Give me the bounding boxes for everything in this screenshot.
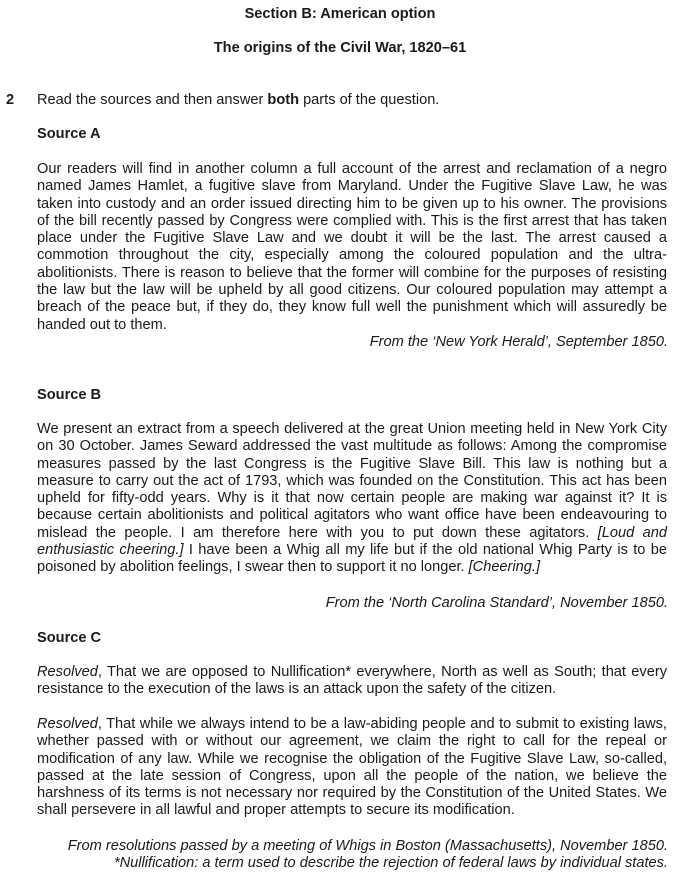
source-b-attribution: From the ‘North Carolina Standard’, November 1850. bbox=[325, 595, 668, 611]
question-intro bbox=[37, 92, 439, 109]
source-c-attribution: From resolutions passed by a meeting of Whigs in Boston (Massachusetts), November 1850. bbox=[67, 838, 668, 854]
question-number: 2 bbox=[6, 92, 15, 108]
source-c-resolved-1: Resolved bbox=[37, 664, 98, 680]
source-a-heading: Source A bbox=[37, 126, 101, 142]
source-c-footnote: *Nullification: a term used to describe the rejection of federal laws by individual states. bbox=[113, 855, 668, 872]
source-c-attribution-block bbox=[68, 838, 668, 873]
source-c-heading: Source C bbox=[37, 630, 102, 646]
source-b-text-2: I have been a Whig all my life but if the old national Whig Party is to be poisoned by abolition feelings, I swear then to support it no longer. bbox=[37, 542, 667, 576]
source-c-resolution-1 bbox=[37, 664, 667, 699]
source-a-attribution: From the ‘New York Herald’, September 1850. bbox=[369, 334, 668, 350]
source-b-heading: Source B bbox=[37, 387, 102, 403]
source-c-resolved-2: Resolved bbox=[37, 716, 98, 732]
source-b-text bbox=[37, 421, 667, 577]
source-b-stage-direction-1: [Loud and enthusiastic cheering.] bbox=[37, 524, 667, 559]
intro-text-bold: both bbox=[267, 92, 300, 108]
source-a-text: Our readers will find in another column a full account of the arrest and reclamation of a negro named James Hamlet, a fugitive slave from Maryland. Under the Fugitive Slave Law, he was taken into custody and an order issued directing him to be given up to his owner. The provisions of the bill recently passed by Congress were complied with. This is the first arrest that has taken place under the Fugitive Slave Law and we doubt it will be the last. The arrest caused a commotion throughout the city, especially among the coloured population and the ultra-abolitionists. There is reason to believe that the former will combine for the purposes of resisting the law but the law will be upheld by all good citizens. Our coloured population may attempt a breach of the peace but, if they do, they know full well the punishment which will assuredly be handed out to them. bbox=[37, 161, 667, 333]
source-c-resolution-2 bbox=[37, 716, 667, 820]
source-c-resolution-1-text: , That we are opposed to Nullification* everywhere, North as well as South; that every resistance to the execution of the laws is an attack upon the safety of the citizen. bbox=[37, 664, 667, 698]
source-b-text-1: We present an extract from a speech delivered at the great Union meeting held in New York City on 30 October. James Seward addressed the vast multitude as follows: Among the compromise measures passed by the last Congress is the Fugitive Slave Bill. This law is nothing but a measure to carry out the act of 1793, which was founded on the Constitution. This act has been upheld for fifty-odd years. Why is it that now certain people are making war against it? It is because certain abolitionists and political agitators who want office have been endeavouring to mislead the people. I am therefore here with you to put down these agitators. bbox=[37, 421, 667, 541]
section-subtitle: The origins of the Civil War, 1820–61 bbox=[213, 40, 467, 56]
section-title: Section B: American option bbox=[244, 6, 436, 22]
intro-text-after: parts of the question. bbox=[299, 92, 440, 108]
source-c-resolution-2-text: , That while we always intend to be a law-abiding people and to submit to existing laws, whether passed with or without our agreement, we claim the right to call for the repeal or modification of any law. While we recognise the obligation of the Fugitive Slave Law, so-called, passed at the late session of Congress, upon all the people of the nation, we believe the harshness of its terms is not necessary nor required by the Constitution of the United States. We shall persevere in all lawful and proper attempts to secure its modification. bbox=[37, 716, 667, 819]
source-b-stage-direction-2: [Cheering.] bbox=[468, 559, 540, 576]
intro-text-before: Read the sources and then answer bbox=[37, 92, 268, 108]
